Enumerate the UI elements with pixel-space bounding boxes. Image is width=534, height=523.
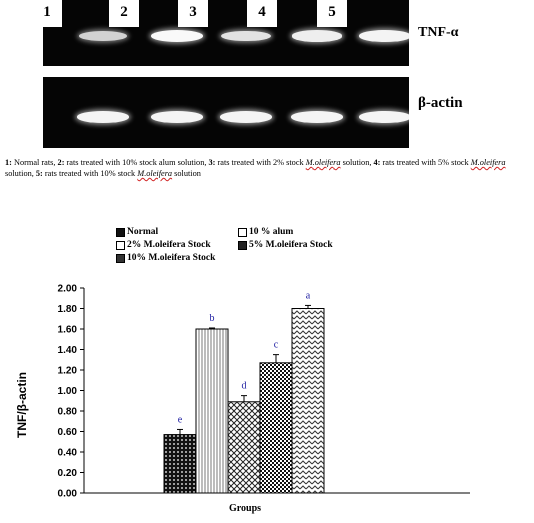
y-tick-label: 1.20 <box>57 365 77 377</box>
y-tick-label: 0.00 <box>57 488 77 500</box>
legend-item-5pct: 5% M.oleifera Stock <box>238 240 333 250</box>
y-axis-label: TNF/β-actin <box>15 372 29 438</box>
legend-item-10pct: 10% M.oleifera Stock <box>116 253 215 263</box>
gel-band <box>77 111 128 123</box>
y-tick-label: 2.00 <box>57 283 77 295</box>
y-tick-label: 0.40 <box>57 447 77 459</box>
legend-swatch-10pct <box>116 254 125 263</box>
legend-item-2pct: 2% M.oleifera Stock <box>116 240 211 250</box>
legend-item-normal: Normal <box>116 227 158 237</box>
y-tick-label: 1.60 <box>57 324 77 336</box>
gel-band <box>151 30 203 42</box>
gel-band <box>359 111 410 123</box>
lane-number-5: 5 <box>317 0 347 27</box>
gel-band <box>220 111 271 123</box>
y-tick-label: 1.80 <box>57 304 77 315</box>
gel-band <box>359 30 410 42</box>
lane-number-4: 4 <box>247 0 277 27</box>
lane-number-3: 3 <box>178 0 208 27</box>
y-tick-label: 1.40 <box>57 345 77 356</box>
gel-band <box>79 31 128 41</box>
legend-swatch-normal <box>116 228 125 237</box>
significance-letter: d <box>241 380 247 392</box>
bar-1 <box>164 435 196 493</box>
y-tick-label: 0.80 <box>57 406 77 418</box>
gel-label-actin: β-actin <box>418 95 463 111</box>
bars <box>164 290 324 493</box>
legend-item-alum: 10 % alum <box>238 227 293 237</box>
significance-letter: c <box>273 339 279 351</box>
bar-5 <box>292 309 324 494</box>
y-tick-label: 0.20 <box>57 468 77 479</box>
gel-image-tnf <box>43 0 409 66</box>
gel-band <box>292 30 343 41</box>
significance-letter: a <box>305 290 311 302</box>
gel-band <box>151 111 202 123</box>
bar-chart <box>0 270 534 523</box>
y-tick-label: 0.60 <box>57 427 77 438</box>
legend-swatch-5pct <box>238 241 247 250</box>
significance-letter: b <box>209 312 215 324</box>
lane-number-2: 2 <box>109 0 139 27</box>
bar-3 <box>228 402 260 493</box>
x-axis-label: Groups <box>228 503 262 514</box>
gel-band <box>221 31 271 42</box>
bar-4 <box>260 363 292 493</box>
gel-label-tnf: TNF-α <box>418 25 459 40</box>
y-tick-label: 1.00 <box>57 386 77 397</box>
gel-band <box>291 111 342 123</box>
legend-swatch-alum <box>238 228 247 237</box>
bar-2 <box>196 329 228 493</box>
gel-image-actin <box>43 77 409 148</box>
significance-letter: e <box>177 414 183 426</box>
legend-swatch-2pct <box>116 241 125 250</box>
lane-number-1: 1 <box>32 0 62 27</box>
figure-caption: 1: Normal rats, 2: rats treated with 10% stock alum solution, 3: rats treated with 2% stock M.oleifera solution, 4: rats treated with 5% stock M.oleifera solution, 5: rats treated with 10% stock M.oleifera solution <box>5 158 506 178</box>
